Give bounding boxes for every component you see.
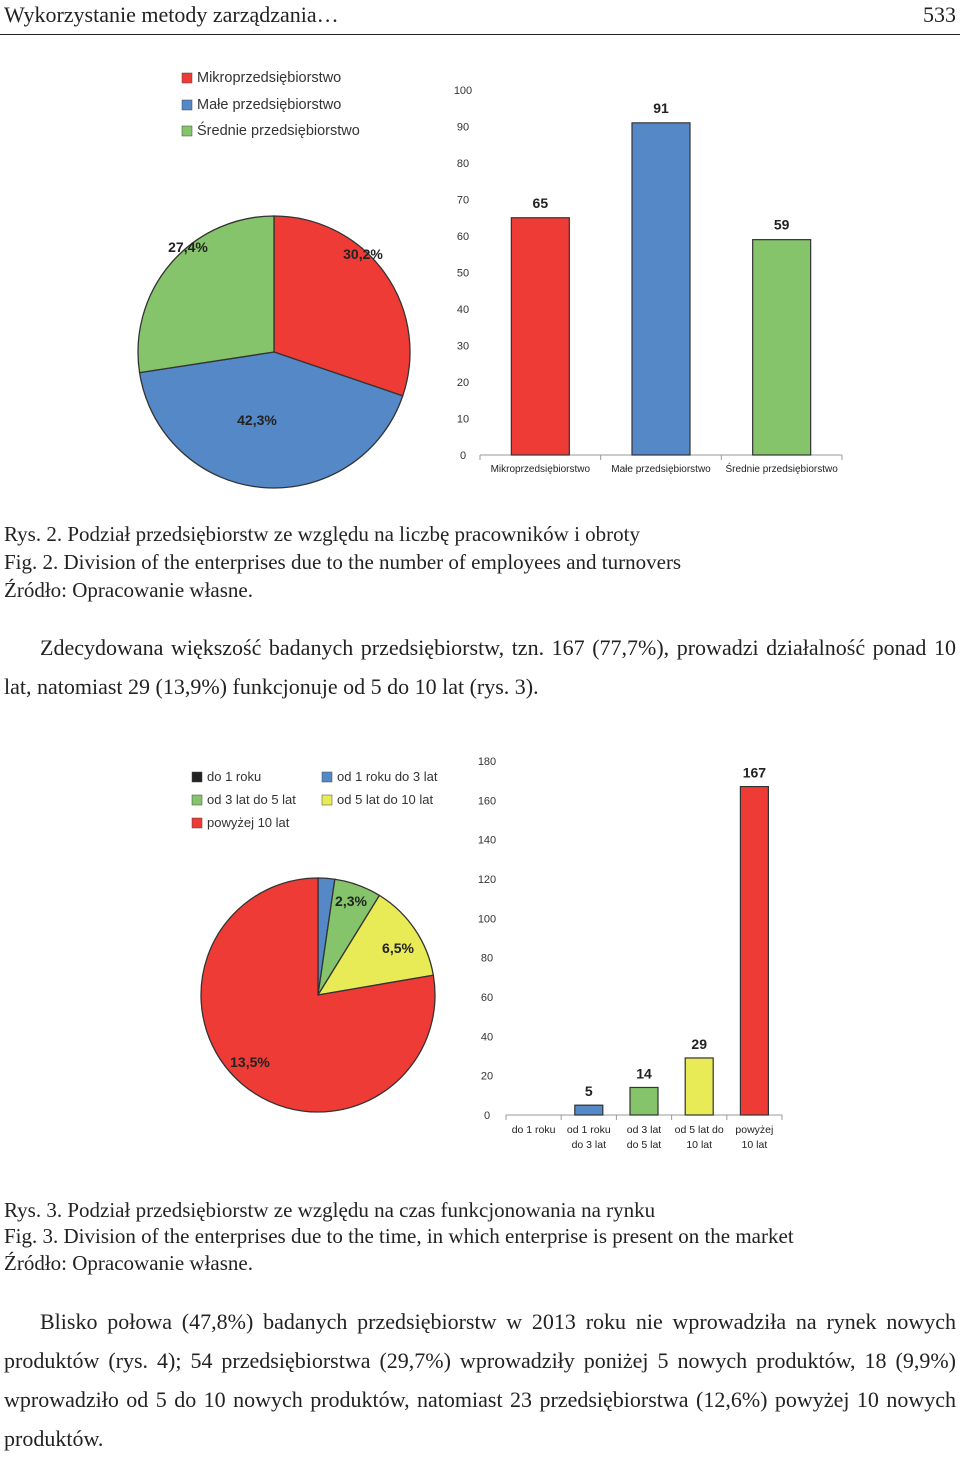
legend-label-do-1-roku: do 1 roku	[207, 769, 262, 784]
x-category-label: 10 lat	[686, 1139, 713, 1151]
x-category-label: od 1 roku	[566, 1124, 611, 1136]
bar-od-3-lat-do-5-lat	[630, 1087, 658, 1115]
x-category-label: do 5 lat	[626, 1139, 662, 1151]
bar-value-label: 65	[532, 194, 549, 211]
figure-2-caption-pl: Rys. 2. Podział przedsiębiorstw ze względu na liczbę pracowników i obroty	[4, 522, 640, 546]
pie-value-label: 42,3%	[237, 412, 277, 428]
bar-value-label: 59	[773, 216, 790, 233]
y-tick-label: 40	[480, 1031, 494, 1044]
y-tick-label: 20	[456, 377, 470, 389]
legend-swatch-od-5-lat-do-10-lat	[322, 795, 332, 805]
legend-label-od-3-lat-do-5-lat: od 3 lat do 5 lat	[207, 792, 296, 807]
x-category-label: do 1 roku	[511, 1124, 556, 1136]
legend-swatch-od-3-lat-do-5-lat	[192, 795, 202, 805]
y-tick-label: 50	[456, 267, 470, 280]
legend-label-od-5-lat-do-10-lat: od 5 lat do 10 lat	[337, 792, 434, 807]
pie-value-label: 13,5%	[230, 1054, 270, 1070]
y-tick-label: 80	[480, 952, 494, 965]
legend-swatch-do-1-roku	[192, 772, 202, 782]
x-category-label: do 3 lat	[571, 1139, 607, 1151]
y-tick-label: 60	[456, 231, 470, 243]
legend-label-mikroprzedsiebiorstwo: Mikroprzedsiębiorstwo	[197, 70, 342, 86]
y-tick-label: 30	[456, 340, 470, 353]
pie-chart-company-size	[138, 70, 410, 488]
pie-value-label: 6,5%	[382, 940, 414, 956]
pie-value-label: 30,2%	[343, 246, 383, 262]
x-category-label: Małe przedsiębiorstwo	[611, 464, 711, 475]
figure-3	[0, 745, 960, 1165]
legend-swatch-powyzej-10-lat	[192, 818, 202, 828]
legend-swatch-srednie-przedsiebiorstwo	[182, 126, 192, 136]
figure-2-caption-en: Fig. 2. Division of the enterprises due to the number of employees and turnovers	[4, 550, 682, 574]
x-category-label: od 5 lat do	[674, 1124, 724, 1136]
bar-mikroprzedsiebiorstwo	[511, 218, 569, 455]
y-tick-label: 180	[477, 756, 497, 768]
pie-chart-market-time	[192, 769, 438, 1112]
legend-label-powyzej-10-lat: powyżej 10 lat	[207, 815, 290, 830]
y-tick-label: 0	[483, 1110, 491, 1122]
figure-3-source: Źródło: Opracowanie własne.	[4, 1251, 253, 1275]
legend-swatch-od-1-roku-do-3-lat	[322, 772, 332, 782]
y-tick-label: 60	[480, 992, 494, 1004]
figure-2	[0, 40, 960, 490]
bar-value-label: 167	[742, 764, 767, 781]
y-tick-label: 120	[477, 874, 497, 886]
y-tick-label: 70	[456, 194, 470, 207]
bar-male-przedsiebiorstwo	[632, 123, 690, 455]
y-tick-label: 10	[456, 413, 470, 426]
legend-label-srednie-przedsiebiorstwo: Średnie przedsiębiorstwo	[197, 123, 360, 139]
figure-3-caption-pl: Rys. 3. Podział przedsiębiorstw ze względu na czas funkcjonowania na rynku	[4, 1198, 656, 1222]
y-tick-label: 140	[477, 834, 497, 847]
page-number: 533	[923, 2, 956, 27]
y-tick-label: 20	[480, 1070, 494, 1083]
y-tick-label: 80	[456, 158, 470, 170]
running-title: Wykorzystanie metody zarządzania…	[4, 2, 339, 27]
pie-value-label: 27,4%	[168, 239, 208, 255]
paragraph-2: Blisko połowa (47,8%) badanych przedsiębiorstw w 2013 roku nie wprowadziła na rynek nowych produktów (rys. 4); 54 przedsiębiorstwa (29,7%) wprowadziły poniżej 5 nowych produktów, 18 (9,9%) wprowadziło od 5 do 10 nowych produktów, natomiast 23 przedsiębiorstwa (12,6%) powyżej 10 nowych produktów.	[4, 1309, 956, 1451]
bar-value-label: 5	[584, 1083, 593, 1100]
y-tick-label: 160	[477, 795, 497, 808]
x-category-label: 10 lat	[741, 1139, 768, 1151]
bar-value-label: 91	[653, 99, 669, 116]
x-category-label: powyżej	[735, 1124, 774, 1136]
bar-chart-market-time	[478, 756, 782, 1151]
x-category-label: od 3 lat	[626, 1124, 662, 1136]
y-tick-label: 100	[453, 85, 473, 97]
y-tick-label: 0	[459, 450, 467, 462]
bar-od-1-roku-do-3-lat	[575, 1105, 603, 1115]
pie-value-label: 2,3%	[335, 893, 367, 909]
bar-srednie-przedsiebiorstwo	[753, 240, 811, 455]
bar-chart-company-size	[454, 85, 842, 475]
bar-powyzej-10-lat	[740, 787, 768, 1115]
legend-swatch-male-przedsiebiorstwo	[182, 100, 192, 110]
running-header	[0, 0, 960, 35]
y-tick-label: 90	[456, 121, 470, 134]
y-tick-label: 40	[456, 304, 470, 316]
figure-2-source: Źródło: Opracowanie własne.	[4, 578, 253, 602]
figure-3-caption-en: Fig. 3. Division of the enterprises due to the time, in which enterprise is present on the market	[4, 1224, 794, 1248]
x-category-label: Mikroprzedsiębiorstwo	[490, 464, 591, 475]
bar-value-label: 14	[636, 1065, 652, 1082]
x-category-label: Średnie przedsiębiorstwo	[725, 464, 838, 475]
bar-value-label: 29	[691, 1035, 707, 1052]
y-tick-label: 100	[477, 913, 497, 926]
legend-label-od-1-roku-do-3-lat: od 1 roku do 3 lat	[337, 769, 438, 784]
legend-swatch-mikroprzedsiebiorstwo	[182, 73, 192, 83]
paragraph-1: Zdecydowana większość badanych przedsiębiorstw, tzn. 167 (77,7%), prowadzi działalność ponad 10 lat, natomiast 29 (13,9%) funkcjonuje od 5 do 10 lat (rys. 3).	[4, 635, 956, 699]
bar-od-5-lat-do-10-lat	[685, 1058, 713, 1115]
legend-label-male-przedsiebiorstwo: Małe przedsiębiorstwo	[197, 97, 342, 113]
